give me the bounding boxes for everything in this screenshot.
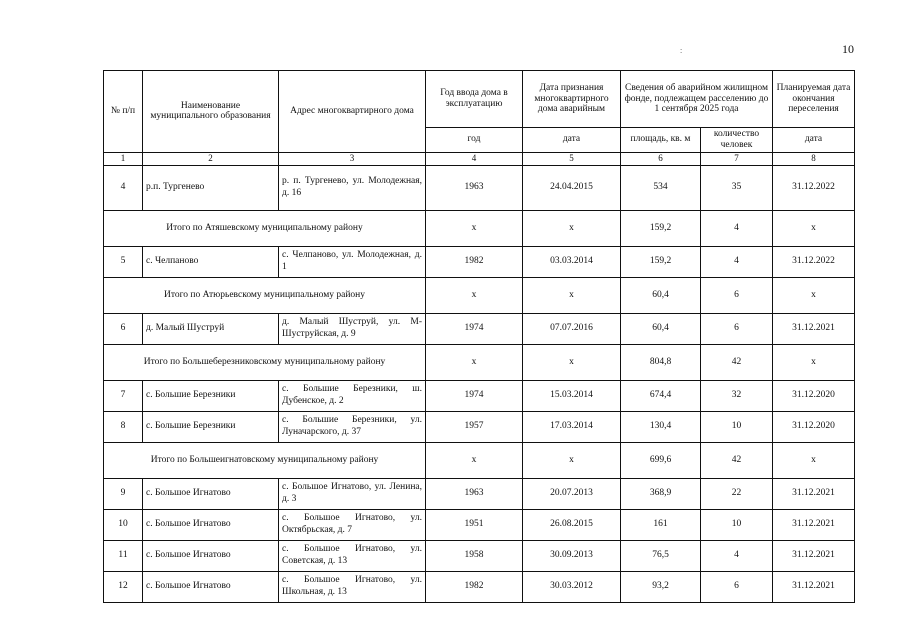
date-cell: 17.03.2014 xyxy=(523,411,621,442)
end-date-cell: х xyxy=(773,344,855,380)
municipality-cell: д. Малый Шуструй xyxy=(143,313,279,344)
header-municipality: Наименование муниципального образования xyxy=(143,71,279,153)
column-number: 6 xyxy=(621,152,701,165)
area-cell: 60,4 xyxy=(621,313,701,344)
municipality-cell: с. Большое Игнатово xyxy=(143,478,279,509)
year-cell: х xyxy=(426,277,523,313)
municipality-cell: р.п. Тургенево xyxy=(143,165,279,210)
date-cell: х xyxy=(523,210,621,246)
date-cell: 07.07.2016 xyxy=(523,313,621,344)
row-number: 8 xyxy=(104,411,143,442)
municipality-cell: с. Большое Игнатово xyxy=(143,540,279,571)
people-cell: 42 xyxy=(701,344,773,380)
total-row xyxy=(104,277,855,313)
area-cell: 699,6 xyxy=(621,442,701,478)
date-cell: х xyxy=(523,442,621,478)
row-number: 9 xyxy=(104,478,143,509)
end-date-cell: 31.12.2020 xyxy=(773,380,855,411)
table-row xyxy=(104,571,855,602)
scan-speck: : xyxy=(680,46,683,55)
municipality-cell: с. Большое Игнатово xyxy=(143,509,279,540)
date-cell: х xyxy=(523,277,621,313)
column-number: 5 xyxy=(523,152,621,165)
address-cell: д. Малый Шуструй, ул. М-Шуструйская, д. 9 xyxy=(279,313,426,344)
year-cell: 1958 xyxy=(426,540,523,571)
area-cell: 804,8 xyxy=(621,344,701,380)
people-cell: 42 xyxy=(701,442,773,478)
column-number: 3 xyxy=(279,152,426,165)
end-date-cell: 31.12.2021 xyxy=(773,478,855,509)
row-number: 10 xyxy=(104,509,143,540)
column-number: 8 xyxy=(773,152,855,165)
area-cell: 674,4 xyxy=(621,380,701,411)
total-row xyxy=(104,442,855,478)
column-number: 4 xyxy=(426,152,523,165)
date-cell: 30.09.2013 xyxy=(523,540,621,571)
address-cell: с. Большое Игнатово, ул. Советская, д. 13 xyxy=(279,540,426,571)
row-number: 11 xyxy=(104,540,143,571)
people-cell: 32 xyxy=(701,380,773,411)
end-date-cell: 31.12.2022 xyxy=(773,246,855,277)
address-cell: с. Большое Игнатово, ул. Ленина, д. 3 xyxy=(279,478,426,509)
area-cell: 60,4 xyxy=(621,277,701,313)
end-date-cell: 31.12.2020 xyxy=(773,411,855,442)
address-cell: с. Челпаново, ул. Молодежная, д. 1 xyxy=(279,246,426,277)
area-cell: 159,2 xyxy=(621,210,701,246)
year-cell: 1982 xyxy=(426,246,523,277)
address-cell: с. Большое Игнатово, ул. Октябрьская, д. 7 xyxy=(279,509,426,540)
area-cell: 76,5 xyxy=(621,540,701,571)
year-cell: х xyxy=(426,210,523,246)
address-cell: с. Большие Березники, ул. Луначарского, д. 37 xyxy=(279,411,426,442)
table-row xyxy=(104,246,855,277)
end-date-cell: 31.12.2021 xyxy=(773,571,855,602)
table-row xyxy=(104,313,855,344)
date-cell: 20.07.2013 xyxy=(523,478,621,509)
header-address: Адрес многоквартирного дома xyxy=(279,71,426,153)
page-number: 10 xyxy=(842,42,854,56)
total-label: Итого по Атяшевскому муниципальному району xyxy=(104,210,426,246)
end-date-cell: 31.12.2022 xyxy=(773,165,855,210)
header-number: № п/п xyxy=(104,71,143,153)
area-cell: 534 xyxy=(621,165,701,210)
year-cell: 1957 xyxy=(426,411,523,442)
year-cell: 1974 xyxy=(426,313,523,344)
year-cell: 1974 xyxy=(426,380,523,411)
table-row xyxy=(104,540,855,571)
table-row xyxy=(104,380,855,411)
address-cell: с. Большие Березники, ш. Дубенское, д. 2 xyxy=(279,380,426,411)
people-cell: 10 xyxy=(701,411,773,442)
total-row xyxy=(104,210,855,246)
total-row xyxy=(104,344,855,380)
address-cell: р. п. Тургенево, ул. Молодежная, д. 16 xyxy=(279,165,426,210)
people-cell: 6 xyxy=(701,571,773,602)
people-cell: 4 xyxy=(701,210,773,246)
table-row xyxy=(104,478,855,509)
header-year: Год ввода дома в эксплуатацию xyxy=(426,71,523,128)
area-cell: 93,2 xyxy=(621,571,701,602)
date-cell: 03.03.2014 xyxy=(523,246,621,277)
area-cell: 159,2 xyxy=(621,246,701,277)
end-date-cell: 31.12.2021 xyxy=(773,509,855,540)
area-cell: 130,4 xyxy=(621,411,701,442)
date-cell: х xyxy=(523,344,621,380)
people-cell: 6 xyxy=(701,277,773,313)
end-date-cell: 31.12.2021 xyxy=(773,313,855,344)
people-cell: 6 xyxy=(701,313,773,344)
municipality-cell: с. Большие Березники xyxy=(143,380,279,411)
date-cell: 15.03.2014 xyxy=(523,380,621,411)
header-housing-info: Сведения об аварийном жилищном фонде, подлежащем расселению до 1 сентября 2025 года xyxy=(621,71,773,128)
row-number: 7 xyxy=(104,380,143,411)
date-cell: 24.04.2015 xyxy=(523,165,621,210)
total-label: Итого по Большеигнатовскому муниципальному району xyxy=(104,442,426,478)
end-date-cell: х xyxy=(773,210,855,246)
year-cell: 1982 xyxy=(426,571,523,602)
end-date-cell: х xyxy=(773,442,855,478)
table-row xyxy=(104,165,855,210)
people-cell: 22 xyxy=(701,478,773,509)
municipality-cell: с. Большие Березники xyxy=(143,411,279,442)
subheader-year: год xyxy=(426,128,523,153)
year-cell: 1951 xyxy=(426,509,523,540)
resettlement-table xyxy=(103,70,855,603)
header-end-date: Планируемая дата окончания переселения xyxy=(773,71,855,128)
people-cell: 4 xyxy=(701,540,773,571)
column-number: 1 xyxy=(104,152,143,165)
year-cell: 1963 xyxy=(426,478,523,509)
year-cell: х xyxy=(426,344,523,380)
table-row xyxy=(104,509,855,540)
end-date-cell: х xyxy=(773,277,855,313)
subheader-date: дата xyxy=(523,128,621,153)
area-cell: 161 xyxy=(621,509,701,540)
end-date-cell: 31.12.2021 xyxy=(773,540,855,571)
year-cell: 1963 xyxy=(426,165,523,210)
subheader-end-date: дата xyxy=(773,128,855,153)
year-cell: х xyxy=(426,442,523,478)
people-cell: 35 xyxy=(701,165,773,210)
date-cell: 26.08.2015 xyxy=(523,509,621,540)
row-number: 4 xyxy=(104,165,143,210)
area-cell: 368,9 xyxy=(621,478,701,509)
row-number: 6 xyxy=(104,313,143,344)
header-recognition-date: Дата признания многоквартирного дома аварийным xyxy=(523,71,621,128)
row-number: 5 xyxy=(104,246,143,277)
column-number: 2 xyxy=(143,152,279,165)
date-cell: 30.03.2012 xyxy=(523,571,621,602)
subheader-area: площадь, кв. м xyxy=(621,128,701,153)
total-label: Итого по Большеберезниковскому муниципальному району xyxy=(104,344,426,380)
municipality-cell: с. Большое Игнатово xyxy=(143,571,279,602)
row-number: 12 xyxy=(104,571,143,602)
table-row xyxy=(104,411,855,442)
total-label: Итого по Атюрьевскому муниципальному району xyxy=(104,277,426,313)
address-cell: с. Большое Игнатово, ул. Школьная, д. 13 xyxy=(279,571,426,602)
people-cell: 10 xyxy=(701,509,773,540)
column-number: 7 xyxy=(701,152,773,165)
municipality-cell: с. Челпаново xyxy=(143,246,279,277)
subheader-people: количество человек xyxy=(701,128,773,153)
people-cell: 4 xyxy=(701,246,773,277)
